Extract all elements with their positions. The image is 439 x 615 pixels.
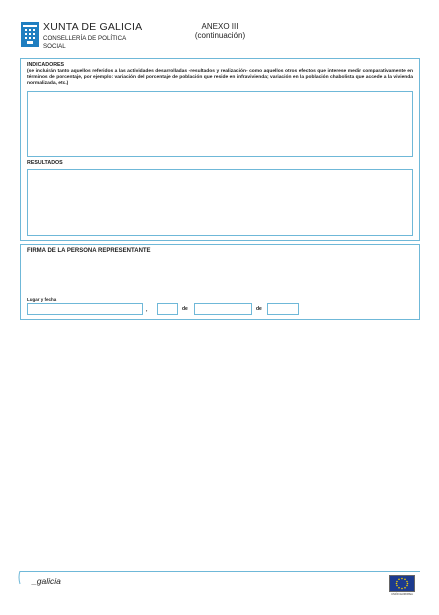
place-input[interactable] (27, 303, 143, 315)
indicators-textarea[interactable] (27, 91, 413, 157)
day-input[interactable] (157, 303, 178, 315)
annex-title: ANEXO III (201, 22, 239, 31)
comma-separator: , (146, 307, 148, 313)
indicators-results-panel (20, 58, 420, 241)
results-label: RESULTADOS (27, 160, 63, 166)
eu-flag-icon (389, 575, 415, 592)
annex-subtitle: (continuación) (194, 31, 246, 40)
year-input[interactable] (267, 303, 299, 315)
de-connector-1: de (182, 306, 188, 312)
signature-panel (20, 244, 420, 320)
footer-brand-text: galicia (36, 576, 61, 586)
place-date-label: Lugar y fecha (27, 297, 57, 302)
indicators-label: INDICADORES (27, 62, 65, 68)
signature-title: FIRMA DE LA PERSONA REPRESENTANTE (27, 248, 151, 254)
eu-caption: UNIÓN EUROPEA (391, 593, 413, 596)
footer-divider (20, 571, 420, 572)
org-name: XUNTA DE GALICIA (43, 21, 143, 33)
org-department (43, 35, 143, 51)
indicators-description: (se incluirán tanto aquellos referidos a las actividades desarrolladas -resultados y realización- como aquellos otros efectos que interese medir comparativamente en términos de porcentaje, por ejemplo: variación del porcentaje de población que reside en infravivienda; variación en la población chabolista que accede a la vivienda normalizada, etc.) (27, 69, 413, 87)
month-input[interactable] (194, 303, 252, 315)
results-textarea[interactable] (27, 169, 413, 236)
org-dept-line1: CONSELLERÍA DE POLÍTICA (43, 35, 127, 42)
org-dept-line2: SOCIAL (43, 43, 66, 50)
galicia-coat-of-arms-icon (21, 22, 39, 47)
de-connector-2: de (256, 306, 262, 312)
footer-curve-decoration (18, 571, 32, 590)
footer-brand-logo: _galicia (32, 576, 61, 586)
